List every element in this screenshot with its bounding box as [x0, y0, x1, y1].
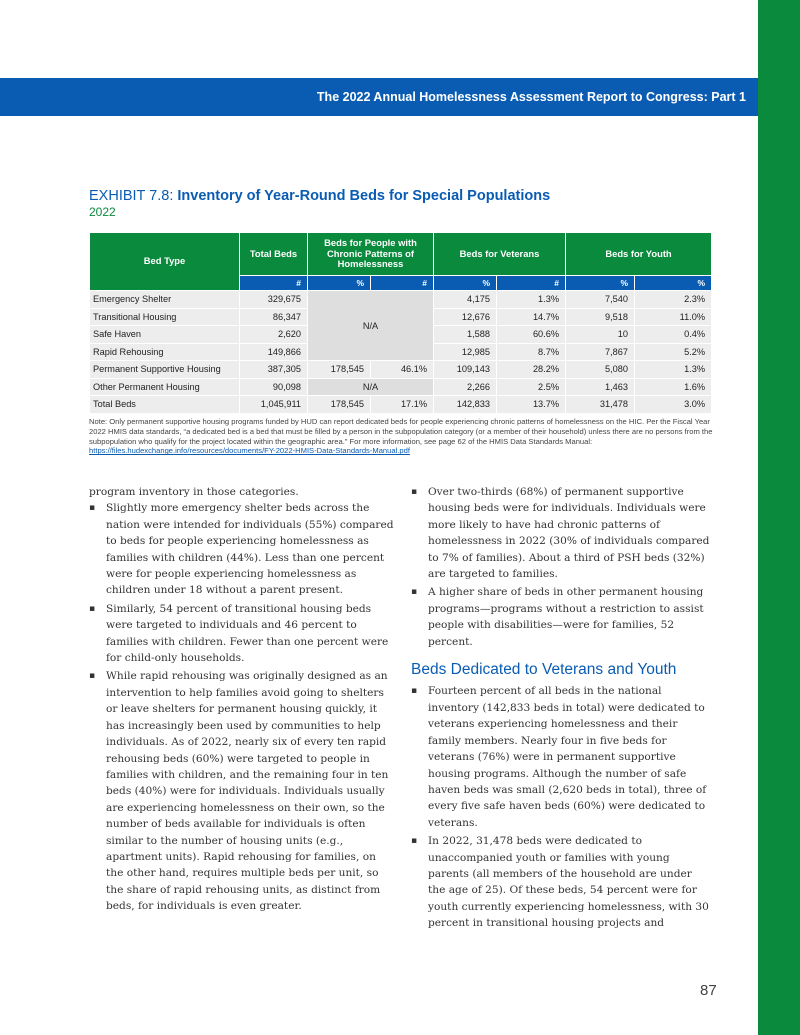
cell-youth-num: 1,463	[566, 378, 635, 396]
cell-youth-pct: 1.3%	[635, 361, 712, 379]
right-column	[411, 484, 711, 934]
header-youth: Beds for Youth	[566, 233, 712, 276]
cell-youth-num: 9,518	[566, 308, 635, 326]
exhibit-main-title: Inventory of Year-Round Beds for Special Populations	[177, 188, 551, 204]
cell-chronic-pct: 46.1%	[371, 361, 434, 379]
cell-vet-pct: 28.2%	[497, 361, 566, 379]
cell-youth-pct: 2.3%	[635, 291, 712, 309]
cell-youth-pct: 0.4%	[635, 326, 712, 344]
cell-youth-num: 7,540	[566, 291, 635, 309]
report-title: The 2022 Annual Homelessness Assessment Report to Congress: Part 1	[316, 90, 746, 104]
cell-youth-pct: 5.2%	[635, 343, 712, 361]
cell-vet-pct: 2.5%	[497, 378, 566, 396]
row-label: Transitional Housing	[90, 308, 240, 326]
cell-vet-pct: 14.7%	[497, 308, 566, 326]
cell-chronic-num: 178,545	[308, 361, 371, 379]
cell-youth-num: 7,867	[566, 343, 635, 361]
cell-total: 1,045,911	[240, 396, 308, 414]
exhibit-label: EXHIBIT 7.8:	[89, 188, 178, 204]
beds-table	[89, 232, 712, 414]
subheader-num: #	[371, 276, 434, 291]
cell-total: 90,098	[240, 378, 308, 396]
cell-total: 329,675	[240, 291, 308, 309]
table-note	[89, 417, 714, 456]
table-header-row	[90, 233, 712, 276]
exhibit-title	[89, 188, 719, 204]
header-bed-type: Bed Type	[90, 233, 240, 291]
list-item: ▪ A higher share of beds in other permanent housing programs—programs without a restriction to assist people with disabilities—were for families, 52 percent.	[411, 584, 711, 650]
table-row	[90, 291, 712, 309]
intro-paragraph: program inventory in those categories.	[89, 486, 299, 498]
row-label: Other Permanent Housing	[90, 378, 240, 396]
cell-youth-num: 5,080	[566, 361, 635, 379]
list-item: ▪ Slightly more emergency shelter beds across the nation were intended for individuals (55%) compared to beds for people experiencing homelessness as families with children (44%). Less than one percent were for people experiencing homelessness as children under 18 without a parent present.	[89, 500, 394, 598]
row-label: Rapid Rehousing	[90, 343, 240, 361]
cell-na: N/A	[308, 291, 434, 361]
right-bullet-list-bottom	[411, 683, 711, 931]
table-row-total	[90, 396, 712, 414]
cell-vet-pct: 60.6%	[497, 326, 566, 344]
section-heading: Beds Dedicated to Veterans and Youth	[411, 661, 677, 679]
list-item: ▪ Similarly, 54 percent of transitional housing beds were targeted to individuals and 46 percent to families with children. Fewer than one percent were for child-only households.	[89, 601, 394, 667]
hmis-manual-link[interactable]: https://files.hudexchange.info/resources/documents/FY-2022-HMIS-Data-Standards-Manual.pdf	[89, 446, 410, 456]
page-number: 87	[700, 982, 717, 999]
cell-youth-pct: 1.6%	[635, 378, 712, 396]
subheader-num: #	[497, 276, 566, 291]
row-label: Permanent Supportive Housing	[90, 361, 240, 379]
table-row	[90, 361, 712, 379]
subheader-pct: %	[635, 276, 712, 291]
header-chronic: Beds for People with Chronic Patterns of Homelessness	[308, 233, 434, 276]
row-label: Emergency Shelter	[90, 291, 240, 309]
cell-vet-pct: 8.7%	[497, 343, 566, 361]
row-label: Safe Haven	[90, 326, 240, 344]
cell-vet-num: 109,143	[434, 361, 497, 379]
cell-chronic-pct: 17.1%	[371, 396, 434, 414]
cell-total: 387,305	[240, 361, 308, 379]
cell-total: 2,620	[240, 326, 308, 344]
subheader-num: #	[240, 276, 308, 291]
exhibit-year: 2022	[89, 205, 116, 219]
right-bullet-list-top	[411, 484, 711, 650]
list-item: ▪ Over two-thirds (68%) of permanent supportive housing beds were for individuals. Individuals were more likely to have had chronic patterns of homelessness in 2022 (30% of individuals compared to 7% of families). About a third of PSH beds (32%) are targeted to families.	[411, 484, 711, 582]
cell-youth-num: 31,478	[566, 396, 635, 414]
cell-vet-num: 12,676	[434, 308, 497, 326]
cell-vet-num: 2,266	[434, 378, 497, 396]
header-total-beds: Total Beds	[240, 233, 308, 276]
list-item: ▪ In 2022, 31,478 beds were dedicated to unaccompanied youth or families with young parents (all members of the household are under the age of 25). Of these beds, 54 percent were for youth currently experiencing homelessness, with 30 percent in transitional housing projects and	[411, 833, 711, 931]
left-bullet-list	[89, 500, 394, 914]
cell-chronic-num: 178,545	[308, 396, 371, 414]
left-column	[89, 484, 394, 917]
cell-vet-pct: 13.7%	[497, 396, 566, 414]
cell-vet-pct: 1.3%	[497, 291, 566, 309]
cell-vet-num: 4,175	[434, 291, 497, 309]
exhibit-heading	[89, 188, 719, 219]
cell-youth-num: 10	[566, 326, 635, 344]
list-item: ▪ Fourteen percent of all beds in the national inventory (142,833 beds in total) were dedicated to veterans experiencing homelessness and their family members. Nearly four in five beds for veterans (76%) were in permanent supportive housing programs. Although the number of safe haven beds was small (2,620 beds in total), three of every five safe haven beds (60%) were dedicated to veterans.	[411, 683, 711, 831]
row-label: Total Beds	[90, 396, 240, 414]
subheader-pct: %	[566, 276, 635, 291]
report-header	[0, 78, 758, 116]
note-text: Note: Only permanent supportive housing programs funded by HUD can report dedicated beds for people experiencing chronic patterns of homelessness on the HIC. Per the Fiscal Year 2022 HMIS data standards, “a dedicated bed is a bed that must be filled by a person in the subpopulation category (or a member of their household) unless there are no persons from the subpopulation who qualify for the project located within the geographic area.” For more information, see page 62 of the HMIS Data Standards Manual:	[89, 417, 713, 446]
cell-youth-pct: 11.0%	[635, 308, 712, 326]
cell-vet-num: 142,833	[434, 396, 497, 414]
cell-youth-pct: 3.0%	[635, 396, 712, 414]
subheader-pct: %	[434, 276, 497, 291]
side-accent-bar	[758, 0, 800, 1035]
list-item: ▪ While rapid rehousing was originally designed as an intervention to help families avoid going to shelters or leave shelters for permanent housing quickly, it has increasingly been used by communities to help individuals. As of 2022, nearly six of every ten rapid rehousing beds (60%) were targeted to people in families with children, and the remaining four in ten beds (40%) were for individuals. Individuals usually are experiencing homelessness on their own, so the number of beds available for individuals is often similar to the number of housing units (e.g., apartment units). Rapid rehousing for families, on the other hand, requires multiple beds per unit, so the share of rapid rehousing units, as distinct from beds, for individuals is even greater.	[89, 668, 394, 914]
cell-total: 149,866	[240, 343, 308, 361]
cell-na: N/A	[308, 378, 434, 396]
table-row	[90, 378, 712, 396]
header-veterans: Beds for Veterans	[434, 233, 566, 276]
subheader-pct: %	[308, 276, 371, 291]
cell-vet-num: 1,588	[434, 326, 497, 344]
cell-total: 86,347	[240, 308, 308, 326]
cell-vet-num: 12,985	[434, 343, 497, 361]
